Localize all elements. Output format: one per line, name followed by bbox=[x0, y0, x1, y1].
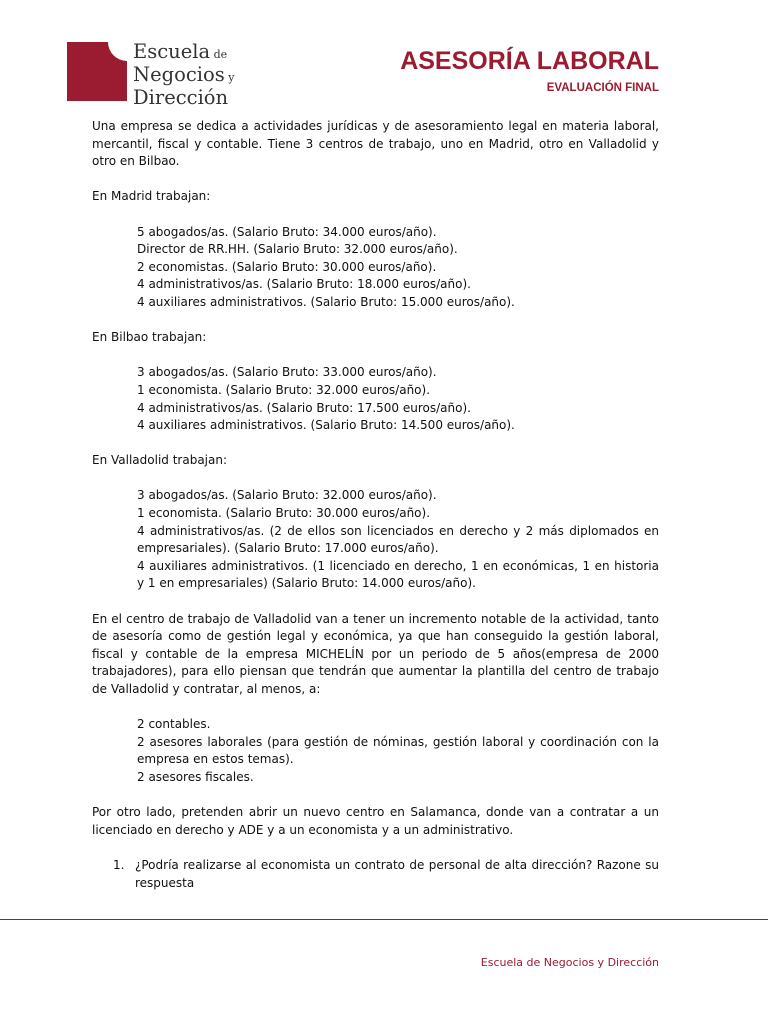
document-subtitle: EVALUACIÓN FINAL bbox=[546, 82, 659, 94]
valladolid-staff-list bbox=[137, 487, 659, 593]
question-text: ¿Podría realizarse al economista un contrato de personal de alta dirección? Razone su respuesta bbox=[135, 857, 659, 890]
list-item: 4 administrativos/as. (Salario Bruto: 18.000 euros/año). bbox=[137, 277, 471, 292]
growth-paragraph: En el centro de trabajo de Valladolid van a tener un incremento notable de la actividad, tanto de asesoría como de gestión legal y económica, ya que han conseguido la gestión laboral, fiscal y contable de la empresa MICHELÍN por un periodo de 5 años(empresa de 2000 trabajadores), para ello piensan que tendrán que aumentar la plantilla del centro de trabajo de Valladolid y contratar, al menos, a: bbox=[92, 611, 659, 696]
logo-line-2-small: y bbox=[224, 71, 235, 84]
list-item: 3 abogados/as. (Salario Bruto: 32.000 euros/año). bbox=[137, 488, 437, 503]
list-item: 1 economista. (Salario Bruto: 30.000 euros/año). bbox=[137, 506, 431, 521]
list-item: 4 auxiliares administrativos. (Salario Bruto: 14.500 euros/año). bbox=[137, 418, 515, 433]
list-item: 2 asesores laborales (para gestión de nóminas, gestión laboral y coordinación con la empresa en estos temas). bbox=[137, 734, 659, 767]
school-logo bbox=[67, 42, 234, 108]
question-item bbox=[92, 857, 659, 892]
bilbao-heading: En Bilbao trabajan: bbox=[92, 330, 207, 345]
list-item: 4 administrativos/as. (2 de ellos son licenciados en derecho y 2 más diplomados en empresariales). (Salario Bruto: 17.000 euros/año). bbox=[137, 523, 659, 556]
list-item: 5 abogados/as. (Salario Bruto: 34.000 euros/año). bbox=[137, 224, 437, 239]
question-number: 1. bbox=[113, 857, 125, 872]
list-item: 2 asesores fiscales. bbox=[137, 769, 254, 784]
footer-text: Escuela de Negocios y Dirección bbox=[480, 956, 659, 969]
logo-wordmark bbox=[133, 42, 234, 108]
logo-line-1: Escuela bbox=[133, 40, 211, 63]
logo-line-1-small: de bbox=[210, 48, 228, 61]
hires-list bbox=[137, 716, 659, 786]
madrid-heading: En Madrid trabajan: bbox=[92, 189, 211, 204]
bilbao-staff-list bbox=[137, 364, 659, 434]
list-item: 4 auxiliares administrativos. (Salario Bruto: 15.000 euros/año). bbox=[137, 294, 515, 309]
list-item: 3 abogados/as. (Salario Bruto: 33.000 euros/año). bbox=[137, 365, 437, 380]
brand-square-logo-icon bbox=[67, 42, 127, 101]
list-item: 2 contables. bbox=[137, 717, 211, 732]
logo-line-2: Negocios bbox=[133, 63, 225, 86]
intro-paragraph: Una empresa se dedica a actividades jurídicas y de asesoramiento legal en materia laboral, mercantil, fiscal y contable. Tiene 3 centros de trabajo, uno en Madrid, otro en Valladolid y otro en Bilbao. bbox=[92, 119, 659, 169]
logo-line-3: Dirección bbox=[133, 86, 229, 109]
list-item: 2 economistas. (Salario Bruto: 30.000 euros/año). bbox=[137, 259, 437, 274]
list-item: 1 economista. (Salario Bruto: 32.000 euros/año). bbox=[137, 382, 431, 397]
list-item: Director de RR.HH. (Salario Bruto: 32.000 euros/año). bbox=[137, 242, 458, 257]
document-title: ASESORÍA LABORAL bbox=[400, 47, 659, 75]
document-body bbox=[92, 118, 659, 892]
list-item: 4 administrativos/as. (Salario Bruto: 17.500 euros/año). bbox=[137, 400, 471, 415]
valladolid-heading: En Valladolid trabajan: bbox=[92, 453, 228, 468]
footer-divider bbox=[0, 919, 768, 920]
madrid-staff-list bbox=[137, 224, 659, 312]
salamanca-paragraph: Por otro lado, pretenden abrir un nuevo centro en Salamanca, donde van a contratar a un licenciado en derecho y ADE y a un economista y a un administrativo. bbox=[92, 805, 659, 837]
list-item: 4 auxiliares administrativos. (1 licenciado en derecho, 1 en económicas, 1 en historia y 1 en empresariales) (Salario Bruto: 14.000 euros/año). bbox=[137, 558, 659, 591]
